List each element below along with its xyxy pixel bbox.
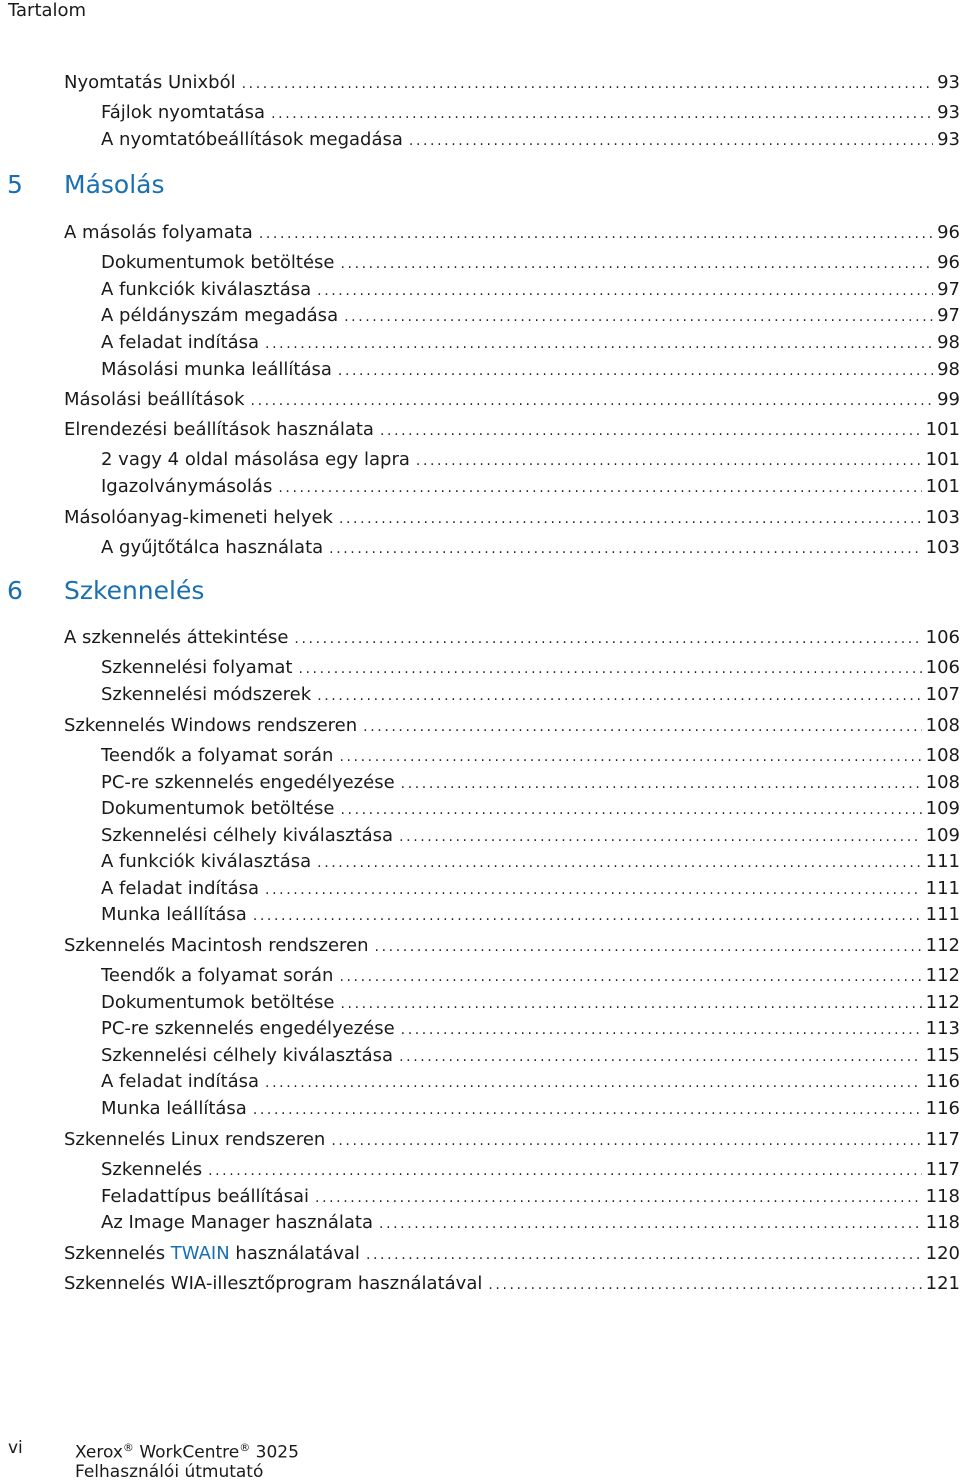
toc-entry[interactable] bbox=[101, 129, 960, 152]
toc-leader-dots bbox=[242, 73, 933, 95]
toc-entry-page: 97 bbox=[937, 305, 960, 326]
toc-entry[interactable] bbox=[101, 305, 960, 328]
toc-entry-page: 106 bbox=[925, 657, 960, 678]
registered-mark: ® bbox=[122, 1441, 134, 1454]
toc-entry-page: 118 bbox=[925, 1212, 960, 1233]
toc-entry-label: A funkciók kiválasztása bbox=[101, 279, 312, 300]
toc-leader-dots bbox=[265, 879, 922, 901]
toc-leader-dots bbox=[380, 420, 922, 442]
toc-leader-dots bbox=[363, 716, 921, 738]
toc-entry-page: 112 bbox=[925, 965, 960, 986]
toc-entry[interactable] bbox=[101, 359, 960, 382]
toc-entry[interactable] bbox=[101, 1098, 960, 1121]
toc-leader-dots bbox=[340, 993, 921, 1015]
toc-entry-page: 120 bbox=[925, 1243, 960, 1264]
toc-entry-page: 111 bbox=[925, 851, 960, 872]
toc-entry-page: 109 bbox=[925, 825, 960, 846]
toc-entry-label: A nyomtatóbeállítások megadása bbox=[101, 129, 403, 150]
toc-entry-label: Elrendezési beállítások használata bbox=[64, 419, 374, 440]
toc-entry-label: Másolási munka leállítása bbox=[101, 359, 332, 380]
toc-leader-dots bbox=[208, 1160, 922, 1182]
toc-entry[interactable] bbox=[101, 332, 960, 355]
toc-entry-label: PC-re szkennelés engedélyezése bbox=[101, 772, 395, 793]
footer-page-number: vi bbox=[8, 1438, 23, 1458]
toc-leader-dots bbox=[338, 360, 933, 382]
toc-entry-label: Szkennelés Windows rendszeren bbox=[64, 715, 358, 736]
toc-entry-page: 117 bbox=[925, 1129, 960, 1150]
toc-entry[interactable] bbox=[64, 389, 960, 412]
toc-entry-label: Másolóanyag-kimeneti helyek bbox=[64, 507, 333, 528]
toc-entry-page: 118 bbox=[925, 1186, 960, 1207]
toc-entry-page: 93 bbox=[937, 102, 960, 123]
toc-entry-page: 93 bbox=[937, 129, 960, 150]
toc-entry[interactable] bbox=[64, 935, 960, 958]
toc-leader-dots bbox=[271, 103, 933, 125]
toc-leader-dots bbox=[409, 130, 933, 152]
toc-entry-label: A feladat indítása bbox=[101, 332, 260, 353]
toc-entry[interactable] bbox=[64, 1243, 960, 1266]
toc-leader-dots bbox=[251, 390, 934, 412]
toc-entry-page: 98 bbox=[937, 359, 960, 380]
toc-entry-label: PC-re szkennelés engedélyezése bbox=[101, 1018, 395, 1039]
toc-entry-label: Munka leállítása bbox=[101, 904, 247, 925]
toc-entry-page: 97 bbox=[937, 279, 960, 300]
toc-entry-label: Szkennelési célhely kiválasztása bbox=[101, 1045, 394, 1066]
toc-entry-label: Szkennelési módszerek bbox=[101, 684, 312, 705]
footer-product: WorkCentre bbox=[139, 1442, 240, 1463]
toc-entry-label: Szkennelés Linux rendszeren bbox=[64, 1129, 326, 1150]
toc-leader-dots bbox=[401, 1019, 922, 1041]
toc-leader-dots bbox=[366, 1244, 922, 1266]
toc-entry[interactable] bbox=[101, 965, 960, 988]
toc-entry-label: Szkennelés Macintosh rendszeren bbox=[64, 935, 369, 956]
toc-entry-label: A feladat indítása bbox=[101, 878, 260, 899]
toc-entry-page: 103 bbox=[925, 537, 960, 558]
toc-entry[interactable] bbox=[101, 745, 960, 768]
toc-entry[interactable] bbox=[64, 1129, 960, 1152]
toc-entry-page: 99 bbox=[937, 389, 960, 410]
toc-entry[interactable] bbox=[101, 279, 960, 302]
toc-entry[interactable] bbox=[101, 537, 960, 560]
toc-entry-label: Teendők a folyamat során bbox=[101, 965, 334, 986]
toc-entry[interactable] bbox=[101, 904, 960, 927]
toc-leader-dots bbox=[298, 658, 921, 680]
toc-entry[interactable] bbox=[101, 476, 960, 499]
toc-entry-page: 113 bbox=[925, 1018, 960, 1039]
footer-model: 3025 bbox=[255, 1442, 299, 1463]
toc-leader-dots bbox=[340, 253, 933, 275]
toc-entry-label: Szkennelési célhely kiválasztása bbox=[101, 825, 394, 846]
toc-entry-label: Dokumentumok betöltése bbox=[101, 992, 335, 1013]
toc-entry-label: A példányszám megadása bbox=[101, 305, 339, 326]
toc-entry[interactable] bbox=[101, 1071, 960, 1094]
chapter-heading[interactable] bbox=[0, 576, 960, 608]
toc-leader-dots bbox=[399, 826, 922, 848]
toc-leader-dots bbox=[265, 333, 933, 355]
toc-entry-label-text: Szkennelés bbox=[64, 1243, 171, 1264]
toc-leader-dots bbox=[317, 280, 933, 302]
toc-leader-dots bbox=[379, 1213, 922, 1235]
toc-entry[interactable] bbox=[64, 1273, 960, 1296]
toc-entry[interactable] bbox=[64, 222, 960, 245]
toc-leader-dots bbox=[331, 1130, 921, 1152]
toc-entry-page: 108 bbox=[925, 745, 960, 766]
toc-entry-page: 101 bbox=[925, 419, 960, 440]
toc-entry-label: Dokumentumok betöltése bbox=[101, 252, 335, 273]
toc-entry-label: Szkennelési folyamat bbox=[101, 657, 293, 678]
toc-entry-page: 108 bbox=[925, 715, 960, 736]
toc-leader-dots bbox=[253, 905, 922, 927]
toc-entry-label bbox=[64, 1243, 360, 1265]
toc-entry-page: 116 bbox=[925, 1098, 960, 1119]
toc-leader-dots bbox=[339, 746, 921, 768]
page-header-title: Tartalom bbox=[8, 0, 87, 21]
toc-entry-page: 115 bbox=[925, 1045, 960, 1066]
toc-leader-dots bbox=[399, 1046, 922, 1068]
toc-entry[interactable] bbox=[101, 851, 960, 874]
toc-entry-label: A funkciók kiválasztása bbox=[101, 851, 312, 872]
twain-link[interactable]: TWAIN bbox=[170, 1243, 230, 1264]
toc-entry-label: Nyomtatás Unixból bbox=[64, 72, 236, 93]
toc-entry-label: Dokumentumok betöltése bbox=[101, 798, 335, 819]
toc-entry[interactable] bbox=[101, 1045, 960, 1068]
toc-entry-page: 108 bbox=[925, 772, 960, 793]
toc-entry-page: 103 bbox=[925, 507, 960, 528]
toc-entry-page: 98 bbox=[937, 332, 960, 353]
toc-entry-page: 111 bbox=[925, 904, 960, 925]
toc-entry-label: Szkennelés WIA-illesztőprogram használatával bbox=[64, 1273, 483, 1294]
toc-entry-page: 101 bbox=[925, 449, 960, 470]
registered-mark: ® bbox=[239, 1441, 251, 1454]
toc-entry-page: 117 bbox=[925, 1159, 960, 1180]
toc-entry[interactable] bbox=[101, 992, 960, 1015]
chapter-title: Másolás bbox=[64, 170, 165, 199]
toc-leader-dots bbox=[317, 852, 922, 874]
toc-leader-dots bbox=[329, 538, 921, 560]
toc-entry[interactable] bbox=[101, 1018, 960, 1041]
toc-leader-dots bbox=[315, 1187, 922, 1209]
chapter-title: Szkennelés bbox=[64, 576, 205, 605]
toc-entry-label-text: használatával bbox=[229, 1243, 360, 1264]
toc-entry-page: 116 bbox=[925, 1071, 960, 1092]
toc-entry-page: 121 bbox=[925, 1273, 960, 1294]
toc-entry[interactable] bbox=[101, 1186, 960, 1209]
toc-entry-label: Feladattípus beállításai bbox=[101, 1186, 310, 1207]
toc-entry[interactable] bbox=[101, 772, 960, 795]
toc-entry-page: 101 bbox=[925, 476, 960, 497]
toc-entry[interactable] bbox=[101, 102, 960, 125]
toc-entry[interactable] bbox=[64, 507, 960, 530]
toc-entry-label: A gyűjtőtálca használata bbox=[101, 537, 324, 558]
toc-entry-label: Fájlok nyomtatása bbox=[101, 102, 266, 123]
toc-leader-dots bbox=[265, 1072, 922, 1094]
toc-entry-page: 111 bbox=[925, 878, 960, 899]
toc-entry-label: Igazolványmásolás bbox=[101, 476, 273, 497]
toc-leader-dots bbox=[340, 799, 921, 821]
toc-entry-label: Szkennelés bbox=[101, 1159, 203, 1180]
toc-entry-label: A másolás folyamata bbox=[64, 222, 253, 243]
footer-brand: Xerox bbox=[75, 1442, 123, 1463]
toc-entry-label: Munka leállítása bbox=[101, 1098, 247, 1119]
toc-leader-dots bbox=[253, 1099, 922, 1121]
toc-entry-label: 2 vagy 4 oldal másolása egy lapra bbox=[101, 449, 410, 470]
toc-entry-page: 96 bbox=[937, 252, 960, 273]
toc-entry[interactable] bbox=[101, 798, 960, 821]
chapter-number: 5 bbox=[7, 170, 23, 199]
toc-entry-label: Másolási beállítások bbox=[64, 389, 245, 410]
footer-subtitle: Felhasználói útmutató bbox=[75, 1462, 264, 1482]
toc-entry-page: 112 bbox=[925, 935, 960, 956]
toc-leader-dots bbox=[339, 508, 922, 530]
toc-leader-dots bbox=[416, 450, 922, 472]
footer-product-line bbox=[75, 1437, 299, 1464]
toc-entry-label: A szkennelés áttekintése bbox=[64, 627, 289, 648]
toc-entry-page: 93 bbox=[937, 72, 960, 93]
toc-entry-page: 109 bbox=[925, 798, 960, 819]
toc-entry[interactable] bbox=[101, 657, 960, 680]
toc-entry-label: Az Image Manager használata bbox=[101, 1212, 374, 1233]
toc-leader-dots bbox=[344, 306, 933, 328]
toc-entry[interactable] bbox=[101, 1159, 960, 1182]
toc-leader-dots bbox=[259, 223, 933, 245]
toc-entry[interactable] bbox=[101, 825, 960, 848]
toc-entry[interactable] bbox=[64, 72, 960, 95]
toc-leader-dots bbox=[401, 773, 922, 795]
toc-entry-page: 112 bbox=[925, 992, 960, 1013]
toc-entry[interactable] bbox=[101, 684, 960, 707]
toc-entry-page: 96 bbox=[937, 222, 960, 243]
toc-entry[interactable] bbox=[101, 449, 960, 472]
toc-entry[interactable] bbox=[101, 878, 960, 901]
toc-entry-label: A feladat indítása bbox=[101, 1071, 260, 1092]
chapter-number: 6 bbox=[7, 576, 23, 605]
toc-entry[interactable] bbox=[101, 252, 960, 275]
toc-entry-label: Teendők a folyamat során bbox=[101, 745, 334, 766]
toc-entry-page: 106 bbox=[925, 627, 960, 648]
page-footer bbox=[8, 1437, 608, 1481]
toc-entry[interactable] bbox=[64, 715, 960, 738]
toc-entry[interactable] bbox=[101, 1212, 960, 1235]
chapter-heading[interactable] bbox=[0, 170, 960, 202]
toc-leader-dots bbox=[488, 1274, 921, 1296]
toc-entry[interactable] bbox=[64, 419, 960, 442]
toc-leader-dots bbox=[294, 628, 921, 650]
toc-leader-dots bbox=[278, 477, 921, 499]
toc-leader-dots bbox=[339, 966, 921, 988]
toc-entry-page: 107 bbox=[925, 684, 960, 705]
toc-entry[interactable] bbox=[64, 627, 960, 650]
toc-leader-dots bbox=[317, 685, 921, 707]
toc-leader-dots bbox=[375, 936, 922, 958]
